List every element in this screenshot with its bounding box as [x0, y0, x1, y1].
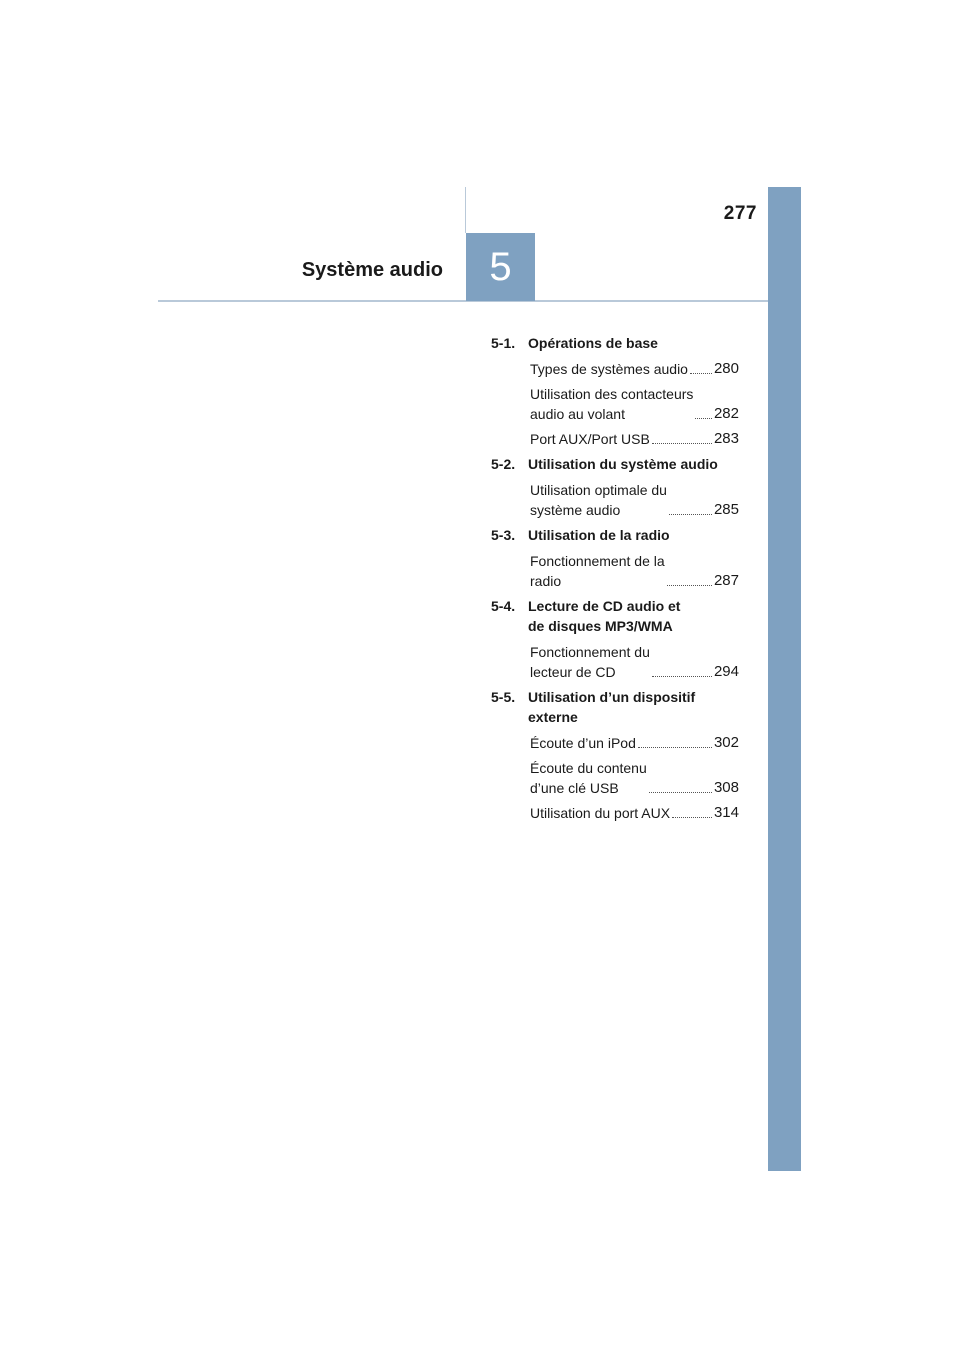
toc-section-5-3 — [491, 525, 739, 591]
section-number: 5-5. — [491, 689, 516, 705]
toc-entry[interactable] — [530, 551, 739, 591]
entry-label: Utilisation optimale du système audio — [530, 482, 667, 518]
section-title: Lecture de CD audio et de disques MP3/WMA — [528, 598, 681, 634]
toc-entry[interactable] — [530, 384, 739, 424]
page-number: 277 — [723, 203, 757, 224]
section-title: Utilisation du système audio — [528, 456, 718, 472]
dot-leader — [669, 514, 712, 515]
chapter-title: Système audio — [301, 259, 443, 281]
toc-entry[interactable] — [530, 642, 739, 682]
entry-page: 314 — [713, 804, 739, 821]
entry-page: 283 — [713, 430, 739, 447]
entry-page: 308 — [713, 779, 739, 796]
toc-entry[interactable] — [530, 359, 739, 379]
toc-section-heading[interactable] — [491, 687, 739, 727]
header-vertical-divider — [465, 187, 466, 233]
entry-label: Fonctionnement du lecteur de CD — [530, 644, 650, 680]
toc-section-heading[interactable] — [491, 525, 739, 545]
header-rule — [158, 300, 768, 302]
entry-page: 285 — [713, 501, 739, 518]
entry-label: Types de systèmes audio — [530, 361, 688, 377]
dot-leader — [672, 817, 712, 818]
dot-leader — [638, 747, 712, 748]
dot-leader — [690, 373, 712, 374]
toc-section-heading[interactable] — [491, 596, 739, 636]
entry-label: Écoute d’un iPod — [530, 735, 636, 751]
toc-section-heading[interactable] — [491, 454, 739, 474]
toc-section-5-5 — [491, 687, 739, 823]
entry-page: 280 — [713, 360, 739, 377]
toc-entry[interactable] — [530, 758, 739, 798]
chapter-side-tab — [768, 187, 801, 1171]
entry-page: 294 — [713, 663, 739, 680]
toc-section-5-2 — [491, 454, 739, 520]
entry-label: Utilisation du port AUX — [530, 805, 671, 821]
dot-leader — [695, 418, 712, 419]
toc-section-5-1 — [491, 333, 739, 449]
toc-entry[interactable] — [530, 733, 739, 753]
entry-page: 282 — [713, 405, 739, 422]
toc-section-heading[interactable] — [491, 333, 739, 353]
toc-entry[interactable] — [530, 429, 739, 449]
entry-page: 287 — [713, 572, 739, 589]
chapter-number-badge: 5 — [466, 233, 535, 301]
entry-label: Port AUX/Port USB — [530, 431, 650, 447]
dot-leader — [652, 676, 712, 677]
section-title: Utilisation d’un dispositif externe — [528, 689, 696, 725]
dot-leader — [667, 585, 712, 586]
toc-section-5-4 — [491, 596, 739, 682]
entry-label: Utilisation des contacteurs audio au volant — [530, 386, 694, 422]
table-of-contents — [491, 333, 739, 828]
entry-label: Fonctionnement de la radio — [530, 553, 665, 589]
section-number: 5-2. — [491, 456, 516, 472]
toc-entry[interactable] — [530, 803, 739, 823]
section-number: 5-1. — [491, 335, 516, 351]
entry-label: Écoute du contenu d’une clé USB — [530, 760, 647, 796]
dot-leader — [649, 792, 712, 793]
entry-page: 302 — [713, 734, 739, 751]
section-number: 5-4. — [491, 598, 516, 614]
toc-entry[interactable] — [530, 480, 739, 520]
dot-leader — [652, 443, 712, 444]
section-title: Opérations de base — [528, 335, 658, 351]
section-title: Utilisation de la radio — [528, 527, 670, 543]
section-number: 5-3. — [491, 527, 516, 543]
